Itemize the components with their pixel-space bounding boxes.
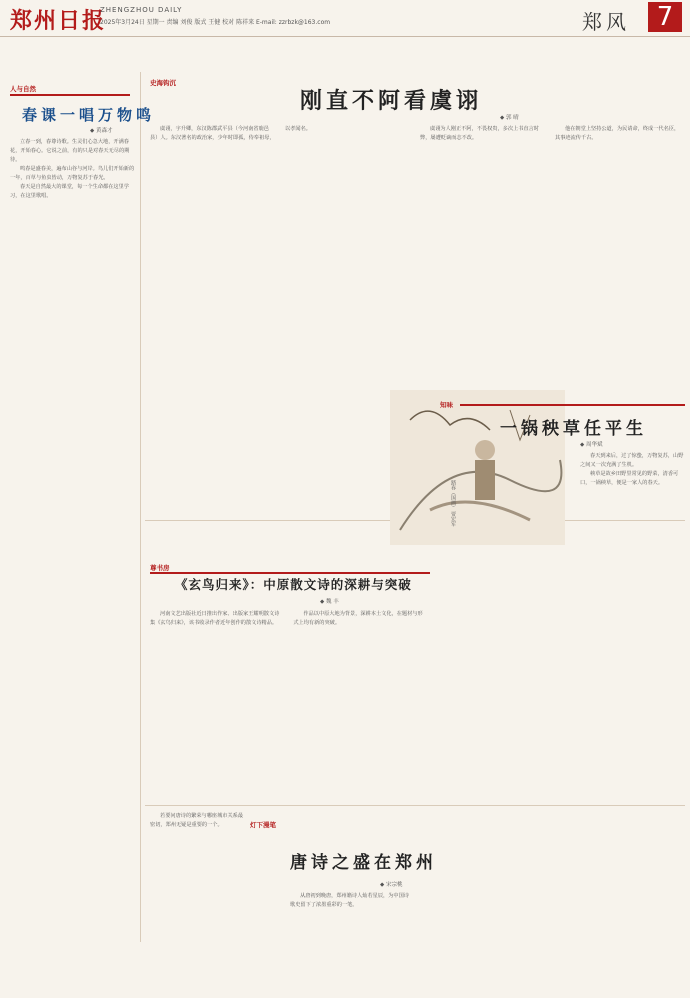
article5-byline: ◆ 宋宗桃 [380,882,403,888]
article5-paragraph: 从唐初到晚唐，郑州籍诗人灿若星辰，为中国诗歌史留下了浓墨重彩的一笔。 [290,893,409,908]
article1-paragraph: 鸣春是盛春美，遍布山谷与河岸。鸟儿们开始新的一年，百草与鱼虫皆动，万物复苏于春光。 [10,166,135,181]
article2-headline: 刚直不阿看虞诩 [300,88,483,114]
row-divider [145,805,685,806]
column-divider [140,72,141,942]
article5-paragraph: 若要问唐诗的繁荣与哪座城市关系最密切，郑州无疑是重要的一个。 [150,813,244,828]
article4-rule [150,572,430,574]
article1-paragraph: 春天是自然最大的课堂，每一个生命都在这里学习，在这里歌唱。 [10,184,129,199]
article3-paragraph: 秧草是故乡田野里常见的野菜，清香可口，一锅秧草，便是一家人的春天。 [580,471,679,486]
article1-tag: 人与自然 [10,85,36,93]
article1-rule [10,94,130,96]
article1-headline: 春课一唱万物鸣 [22,106,156,124]
article5-headline: 唐诗之盛在郑州 [290,853,437,873]
article3-rule [460,404,685,406]
article3-headline: 一锅秧草任平生 [500,419,647,439]
article3-tag: 知味 [440,401,453,409]
article3-body [580,452,685,792]
article2-paragraph: 虞诩为人刚正不阿，不畏权贵，多次上书直言时弊，屡遭贬谪而志不改。 [420,126,539,141]
article1-byline: ◆ 黄森才 [90,128,113,134]
article2-tag: 史海钩沉 [150,79,176,87]
newspaper-latin-name: ZHENGZHOU DAILY [100,6,183,14]
dateline: 2025年3月24日 星期一 责编 刘俊 版式 王健 校对 陈祥来 E-mail: zzrbzk@163.com [100,19,331,26]
article5-body [290,892,680,992]
article5-tag: 灯下漫笔 [250,821,276,829]
article3-paragraph: 春天到来后，过了惊蛰，万物复苏，山野之间又一次充满了生机。 [580,453,684,468]
article3-byline: ◆ 周华斌 [580,442,603,448]
article4-paragraph: 作品以中原大地为背景，深耕本土文化，在题材与形式上均有新的突破。 [293,611,423,626]
article5-body-left [150,812,245,992]
article4-byline: ◆ 魏 丰 [320,599,339,605]
section-name: 郑风 [582,10,630,34]
article2-byline: ◆ 郭 晴 [500,115,519,121]
article1-body [10,138,136,938]
page-number: 7 [648,2,682,32]
masthead [0,0,690,37]
article1-paragraph: 立春一到，春尊诗歌。生灵们心急大地，开满春花，开始春心。它说之前，有的只是对春天无尽的期待。 [10,139,130,163]
article4-headline: 《玄鸟归来》：中原散文诗的深耕与突破 [175,577,412,592]
article4-body [150,610,570,800]
article2-body [150,125,680,385]
article4-paragraph: 河南文艺出版社近日推出作家、出版家王耀明散文诗集《玄鸟归来》，该书收录作者近年创作的散文诗精品。 [150,611,280,626]
article2-paragraph: 他在朝堂上坚持公道，为民请命，终成一代名臣，其事迹流传千古。 [555,126,680,141]
newspaper-logo: 郑州日报 [10,8,107,34]
illustration-caption: 踏春（国画） 贾宏军 [450,480,456,527]
article2-paragraph: 虞诩，字升卿，东汉陈郡武平县（今河南省鹿邑县）人。东汉著名的政治家，少年时即孤，侍奉祖母，以孝闻名。 [150,126,311,141]
article4-tag: 尊书房 [150,564,170,572]
